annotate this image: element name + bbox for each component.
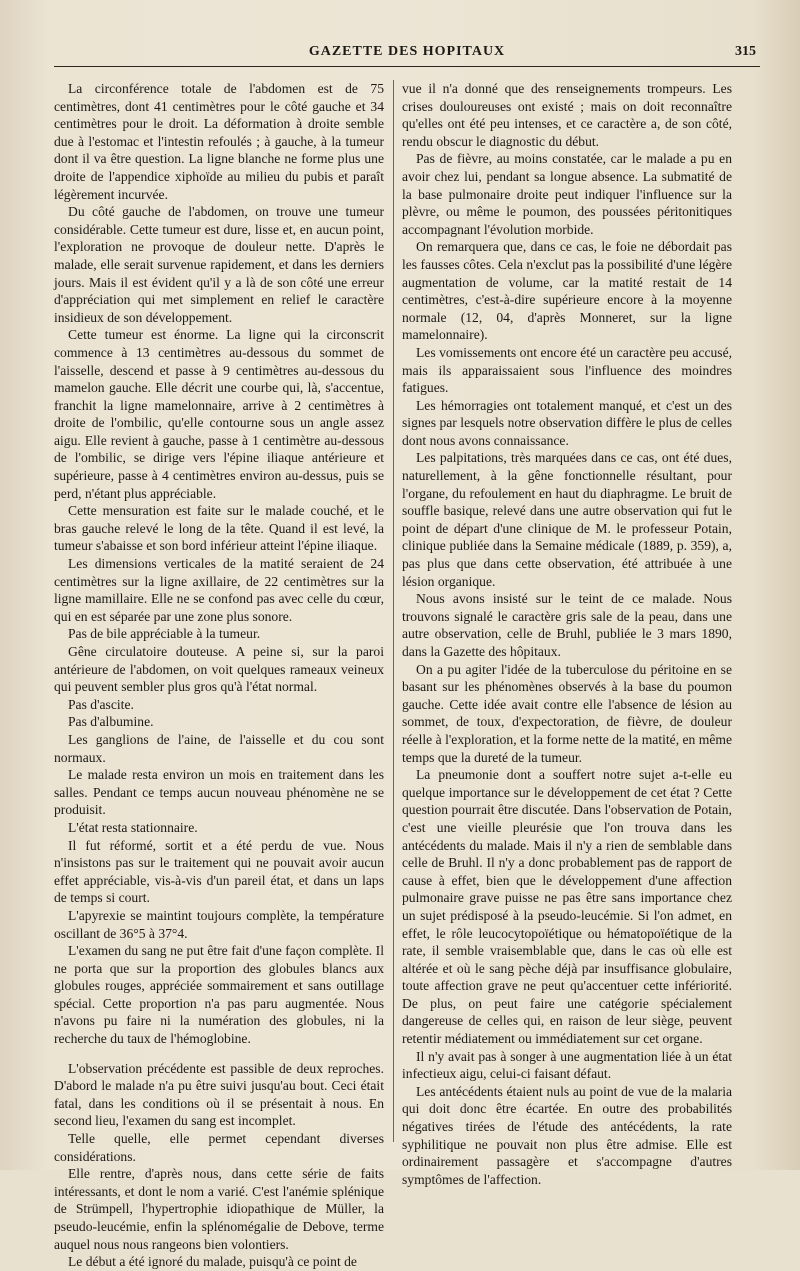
paragraph: Pas de bile appréciable à la tumeur. [68, 626, 261, 642]
page-number: 315 [735, 44, 756, 59]
paragraph: On a pu agiter l'idée de la tuberculose du péritoine en se basant sur les phénomènes observés à la base du poumon gauche. Cette idée avait contre elle l'absence de lésion au sommet, de toux, d'expectoration, de fièvre, de douleur réelle à l'exploration, et la forme nette de la matité, en même temps que la dureté de la tumeur. [402, 661, 732, 765]
paragraph: Les hémorragies ont totalement manqué, et c'est un des signes par lesquels notre observation diffère le plus de celles dont nous avons connaissance. [402, 397, 732, 448]
column-divider [393, 80, 394, 1142]
paragraph: vue il n'a donné que des renseignements trompeurs. Les crises douloureuses ont existé ; mais on doit reconnaître qu'elles ont été peu intenses, et ce caractère a, de son côté, rendu obscur le diagnostic du début. [402, 81, 732, 149]
paragraph: Pas d'ascite. [68, 696, 134, 712]
paragraph: Telle quelle, elle permet cependant diverses considérations. [54, 1131, 384, 1164]
paragraph: Les vomissements ont encore été un caractère peu accusé, mais ils apparaissaient sous l'influence des moindres fatigues. [402, 344, 732, 396]
paragraph: L'état resta stationnaire. [68, 819, 198, 835]
paragraph: Les antécédents étaient nuls au point de vue de la malaria qui doit donc être écartée. En outre des probabilités négatives tirées de l'étude des antécédents, la rate syphilitique ne pouvait non plus être admise. Elle est ordinairement passagère et s'accompagne d'autres symptômes de l'affection. [402, 1083, 732, 1187]
paragraph: La circonférence totale de l'abdomen est de 75 centimètres, dont 41 centimètres pour le côté gauche et 34 centimètres pour le droit. La déformation à droite semble due à l'estomac et l'intestin refoulés ; à gauche, à la tumeur dont il va être question. La ligne blanche ne forme plus une droite de l'appendice xiphoïde au milieu du pubis et paraît légèrement incurvée. [54, 81, 384, 202]
paragraph: Pas d'albumine. [68, 714, 154, 730]
paragraph: Le malade resta environ un mois en traitement dans les salles. Pendant ce temps aucun nouveau phénomène ne se produisit. [54, 767, 384, 818]
journal-title: GAZETTE DES HOPITAUX [308, 44, 506, 59]
paragraph: Cette tumeur est énorme. La ligne qui la circonscrit commence à 13 centimètres au-dessous du sommet de l'aisselle, descend et passe à 9 centimètres au-dessous du mamelon gauche. Elle décrit une courbe qui, là, s'accentue, franchit la ligne mamelonnaire, arrive à 2 centimètres à droite de l'ombilic, qu'elle contourne sous un angle assez aigu. Elle revient à gauche, passe à 1 centimètre au-dessous de l'ombilic, se dirige vers l'épine iliaque antérieure et supérieure, passe à 4 centimètres environ au-dessus, puis se perd, n'étant plus appréciable. [54, 327, 384, 501]
paragraph: Les ganglions de l'aine, de l'aisselle et du cou sont normaux. [54, 731, 384, 765]
article-body [54, 80, 764, 1270]
paragraph: Il n'y avait pas à songer à une augmentation liée à un état infectieux aigu, celui-ci faisant défaut. [402, 1048, 732, 1082]
left-column [54, 80, 384, 1270]
paragraph: Les dimensions verticales de la matité seraient de 24 centimètres sur la ligne axillaire, de 22 centimètres sur la ligne mamillaire. Elle ne se confond pas avec celle du cœur, qui en est séparée par une zone plus sonore. [54, 556, 384, 624]
paragraph: Le début a été ignoré du malade, puisqu'à ce point de [68, 1254, 357, 1270]
paragraph: Gêne circulatoire douteuse. A peine si, sur la paroi antérieure de l'abdomen, on voit quelques rameaux veineux qui peuvent sembler plus gros qu'à l'état normal. [54, 644, 384, 695]
paragraph: Du côté gauche de l'abdomen, on trouve une tumeur considérable. Cette tumeur est dure, lisse et, en aucun point, l'exploration ne provoque de douleur nette. D'après le malade, elle serait survenue rapidement, et dans les derniers jours. Mais il est évident qu'il y a là de son côté une erreur d'appréciation qui met simplement en relief le caractère insidieux de son développement. [54, 204, 384, 325]
paragraph: L'observation précédente est passible de deux reproches. D'abord le malade n'a pu être suivi jusqu'au bout. Ceci était fatal, dans les conditions où il se présentait à nous. En second lieu, l'examen du sang est incomplet. [54, 1060, 384, 1129]
paragraph: Les palpitations, très marquées dans ce cas, ont été dues, naturellement, à la gêne fonctionnelle résultant, pour l'organe, du refoulement en haut du diaphragme. Le bruit de souffle basique, relevé dans une autre observation qui fut le point de départ d'une clinique de M. le professeur Potain, clinique publiée dans la Semaine médicale (1889, p. 359), a, pas plus que dans cette observation, été attribuée à une lésion organique. [402, 450, 732, 589]
paragraph: Pas de fièvre, au moins constatée, car le malade a pu en avoir chez lui, pendant sa longue absence. La submatité de la base pulmonaire droite peut indiquer l'influence sur la plèvre, ou même le poumon, des poussées péritonitiques accompagnant l'évolution morbide. [402, 151, 732, 237]
paragraph: Cette mensuration est faite sur le malade couché, et le bras gauche relevé le long de la tête. Quand il est levé, la tumeur s'abaisse et son bord inférieur atteint l'épine iliaque. [54, 503, 384, 554]
paragraph: L'examen du sang ne put être fait d'une façon complète. Il ne porta que sur la proportion des globules blancs aux globules rouges, appréciée sommairement et sans outillage spécial. Cette proportion n'a pas paru augmentée. Nous n'avons pu faire ni la numération des globules, ni la recherche du taux de l'hémoglobine. [54, 943, 384, 1047]
right-column [402, 80, 732, 1187]
paragraph: Nous avons insisté sur le teint de ce malade. Nous trouvons signalé le caractère gris sale de la peau, dans une autre observation, celle de Bruhl, publiée le 3 mars 1890, dans la Gazette des hôpitaux. [402, 591, 732, 659]
paragraph: Elle rentre, d'après nous, dans cette série de faits intéressants, et dont le nom a varié. C'est l'anémie splénique de Strümpell, l'hypertrophie idiopathique de Müller, la pseudo-leucémie, enfin la splénomégalie de Debove, terme auquel nous nous rangeons bien volontiers. [54, 1166, 384, 1252]
paragraph: Il fut réformé, sortit et a été perdu de vue. Nous n'insistons pas sur le traitement qui ne pouvait avoir aucun effet appréciable, vis-à-vis d'un pareil état, et dans un laps de temps si court. [54, 837, 384, 906]
paragraph: La pneumonie dont a souffert notre sujet a-t-elle eu quelque importance sur le développement de cet état ? Cette question pourrait être discutée. Dans l'observation de Potain, c'est une vieille pleurésie que l'on trouva dans les antécédents du malade. Mais il n'y a rien de semblable dans celle de Bruhl. Il n'y a donc probablement pas de rapport de cause à effet, bien que le développement d'une affection pulmonaire grave puisse ne pas être sans importance chez un sujet prédisposé à la pseudo-leucémie. Si l'on admet, en effet, le rôle leucocytopoïétique ou hématopoïétique de la rate, il semble vraisemblable que, dans le cas où elle est altérée et où le sang pèche déjà par insuffisance globulaire, toute affection grave ne peut qu'accentuer cette infériorité. De plus, on peut faire une catégorie spécialement dangereuse de celles qui, en raison de leur siège, peuvent retentir médiatement ou immédiatement sur cet organe. [402, 767, 732, 1047]
paragraph: On remarquera que, dans ce cas, le foie ne débordait pas les fausses côtes. Cela n'exclut pas la possibilité d'une légère augmentation de volume, car la matité restait de 14 centimètres, c'est-à-dire supérieure encore à la moyenne normale (12, 04, d'après Monneret, sur la ligne mamelonnaire). [402, 239, 732, 343]
paragraph: L'apyrexie se maintint toujours complète, la température oscillant de 36°5 à 37°4. [54, 907, 384, 941]
page-header [54, 44, 760, 67]
